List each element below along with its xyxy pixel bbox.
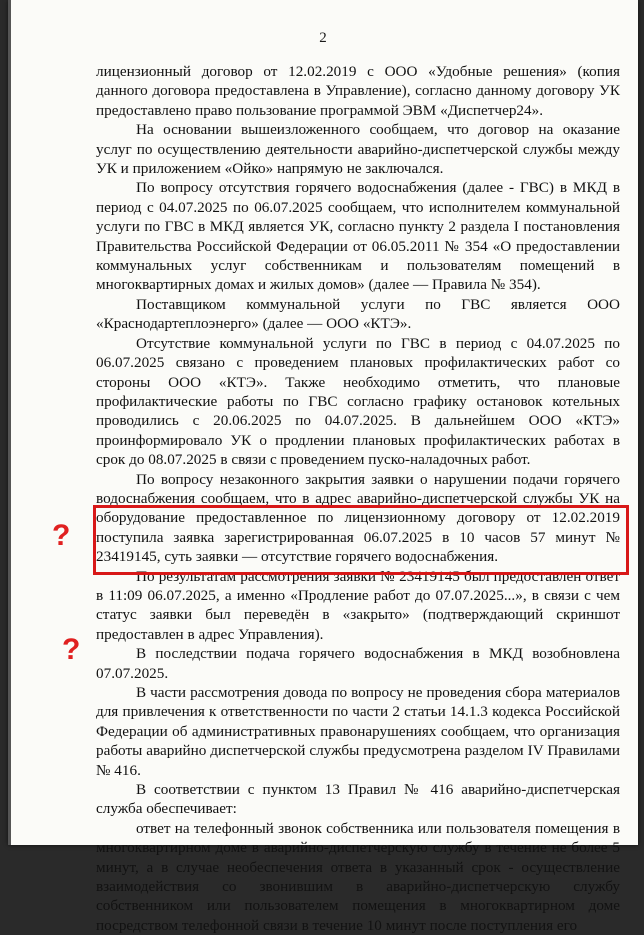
page-number: 2: [319, 30, 327, 46]
paragraph-admin-code: В части рассмотрения довода по вопросу не проведения сбора материалов для привлечения к ответственности по части 2 статьи 14.1.3 кодекса Российской Федерации об административных правонарушениях сообщаем, что организация работы аварийно диспетчерской службы предусмотрена разделом IV Правилами № 416.: [96, 684, 620, 779]
paragraph-supplier: Поставщиком коммунальной услуги по ГВС является ООО «Краснодартеплоэнерго» (далее — ООО «КТЭ».: [96, 295, 620, 333]
paragraph-phone-response: ответ на телефонный звонок собственника или пользователя помещения в многоквартирном доме в аварийно-диспетчерскую службу в течение не более 5 минут, а в случае необеспечения ответа в указанный срок - осуществление взаимодействия со звонившим в аварийно-диспетчерскую службу собственником или пользователем помещения в многоквартирном доме посредством телефонной связи в течение 10 минут после поступления его: [96, 819, 620, 934]
highlight-box: [93, 505, 629, 575]
paragraph-ticket-closure: По вопросу незаконного закрытия заявки о нарушении подачи горячего водоснабжения сообщаем, что в адрес аварийно-диспетчерской службы УК на оборудование предоставленное по лицензионному договору от 12.02.2019 поступила заявка зарегистрированная 06.07.2025 в 10 часов 57 минут № 23419145, суть заявки — отсутствие горячего водоснабжения.: [96, 470, 620, 566]
paragraph-ticket-result: По результатам рассмотрения заявки № 23419145 был предоставлен ответ в 11:09 06.07.2025, а именно «Продление работ до 07.07.2025...», в связи с чем статус заявки был переведён в «закрыто» (подтверждающий скриншот предоставлен в адрес Управления).: [96, 567, 620, 643]
paragraph-oiko-contract: На основании вышеизложенного сообщаем, что договор на оказание услуг по осуществлению деятельности аварийно-диспетчерской службы между УК и приложением «Ойко» напрямую не заключался.: [96, 121, 620, 178]
question-mark-icon: ?: [62, 633, 81, 666]
paragraph-maintenance: Отсутствие коммунальной услуги по ГВС в период с 04.07.2025 по 06.07.2025 связано с проведением плановых профилактических работ со стороны ООО «КТЭ». Также необходимо отметить, что плановые профилактические работы по ГВС согласно графику остановок котельных проводились с 20.06.2025 по 04.07.2025. В дальнейшем ООО «КТЭ» проинформировало УК о продлении плановых профилактических работах в срок до 08.07.2025 в связи с проведением пуско-наладочных работ.: [96, 334, 620, 469]
paragraph-rules-416: В соответствии с пунктом 13 Правил № 416 аварийно-диспетчерская служба обеспечивает:: [96, 781, 620, 818]
paragraph-resumed: В последствии подача горячего водоснабжения в МКД возобновлена 07.07.2025.: [96, 645, 620, 682]
document-page: [8, 0, 638, 934]
question-mark-icon: ?: [52, 519, 71, 552]
scan-edge: [8, 0, 11, 845]
paragraph-gvs-absence: По вопросу отсутствия горячего водоснабжения (далее - ГВС) в МКД в период с 04.07.2025 по 06.07.2025 сообщаем, что исполнителем коммунальной услуги по ГВС в МКД является УК, согласно пункту 2 раздела I постановления Правительства Российской Федерации от 06.05.2011 № 354 «О предоставлении коммунальных услуг собственникам и пользователям помещений в многоквартирных домах и жилых домов» (далее — Правила № 354).: [96, 179, 620, 294]
document-body: [96, 62, 620, 935]
paragraph-license: лицензионный договор от 12.02.2019 с ООО «Удобные решения» (копия данного договора предоставлена в Управление), согласно данному договору УК предоставлено право пользование программой ЭВМ «Диспетчер24».: [96, 63, 620, 119]
